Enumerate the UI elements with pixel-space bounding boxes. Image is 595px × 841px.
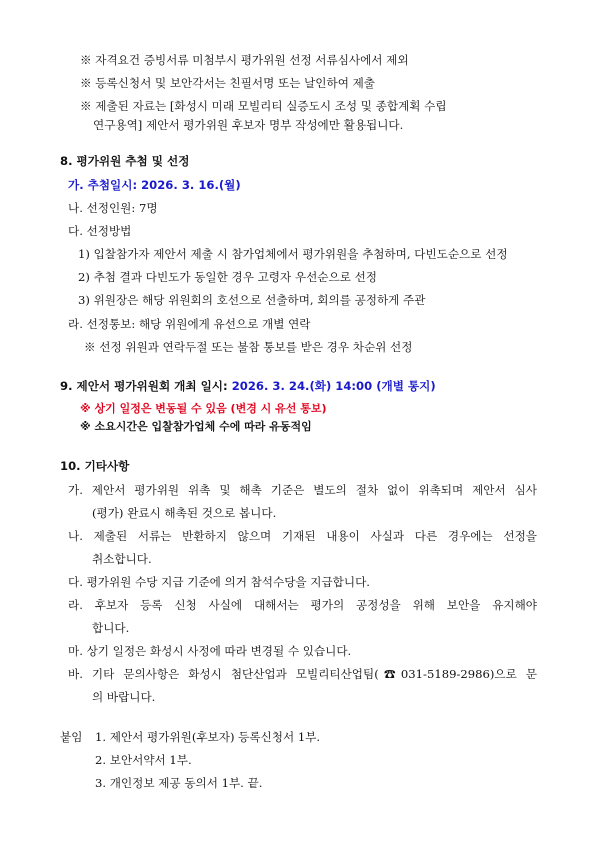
section-9-title-prefix: 9. 제안서 평가위원회 개최 일시: [60,379,232,393]
misc-item-ra-line2: 합니다. [92,621,130,635]
committee-date: 2026. 3. 24.(화) 14:00 (개별 통지) [231,379,436,393]
duration-note: ※ 소요시간은 입찰참가업체 수에 따라 유동적임 [80,420,312,433]
note-usage-line1: ※ 제출된 자료는 [화성시 미래 모빌리티 실증도시 조성 및 종합계획 수립 [80,99,447,113]
section-9-title [60,378,436,394]
section-8-title: 8. 평가위원 추첨 및 선정 [60,154,190,168]
schedule-change-note: ※ 상기 일정은 변동될 수 있음 (변경 시 유선 통보) [80,402,327,415]
misc-item-da: 다. 평가위원 수당 지급 기준에 의거 참석수당을 지급합니다. [68,575,370,589]
misc-item-ra-line1: 라. 후보자 등록 신청 사실에 대해서는 평가의 공정성을 위해 보안을 유지해야 [68,598,537,612]
attachments-label: 붙임 [60,730,83,744]
selection-count: 나. 선정인원: 7명 [68,201,158,215]
misc-item-ba-line1: 바. 기타 문의사항은 화성시 첨단산업과 모빌리티산업팀(☎031-5189-2986)으로 문 [68,667,537,681]
misc-item-na-line1: 나. 제출된 서류는 반환하지 않으며 기재된 내용이 사실과 다른 경우에는 선정을 [68,529,537,543]
note-qualification: ※ 자격요건 증빙서류 미첨부시 평가위원 선정 서류심사에서 제외 [80,53,409,67]
attachment-item-2: 2. 보안서약서 1부. [95,753,192,767]
note-signature: ※ 등록신청서 및 보안각서는 친필서명 또는 날인하여 제출 [80,76,375,90]
method-item-1: 1) 입찰참가자 제안서 제출 시 참가업체에서 평가위원을 추첨하며, 다빈도순으로 선정 [78,247,508,261]
method-item-2: 2) 추첨 결과 다빈도가 동일한 경우 고령자 우선순으로 선정 [78,270,377,284]
selection-note: ※ 선정 위원과 연락두절 또는 불참 통보를 받은 경우 차순위 선정 [84,340,413,354]
method-item-3: 3) 위원장은 해당 위원회의 호선으로 선출하며, 회의를 공정하게 주관 [78,293,426,307]
misc-item-ga-line2: (평가) 완료시 해촉된 것으로 봅니다. [92,506,277,520]
misc-item-ba-line2: 의 바랍니다. [92,690,156,704]
misc-item-ga-line1: 가. 제안서 평가위원 위촉 및 해촉 기준은 별도의 절차 없이 위촉되며 제안서 심사 [68,483,537,497]
misc-item-ma: 마. 상기 일정은 화성시 사정에 따라 변경될 수 있습니다. [68,644,352,658]
selection-notice: 라. 선정통보: 해당 위원에게 유선으로 개별 연락 [68,317,311,331]
lottery-date: 가. 추첨일시: 2026. 3. 16.(월) [68,178,241,192]
note-usage-line2: 연구용역] 제안서 평가위원 후보자 명부 작성에만 활용됩니다. [93,118,404,132]
attachment-item-3: 3. 개인정보 제공 동의서 1부. 끝. [95,776,263,790]
selection-method-heading: 다. 선정방법 [68,224,132,238]
misc-item-na-line2: 취소합니다. [92,552,152,566]
section-10-title: 10. 기타사항 [60,459,130,473]
attachment-item-1: 1. 제안서 평가위원(후보자) 등록신청서 1부. [95,730,321,744]
